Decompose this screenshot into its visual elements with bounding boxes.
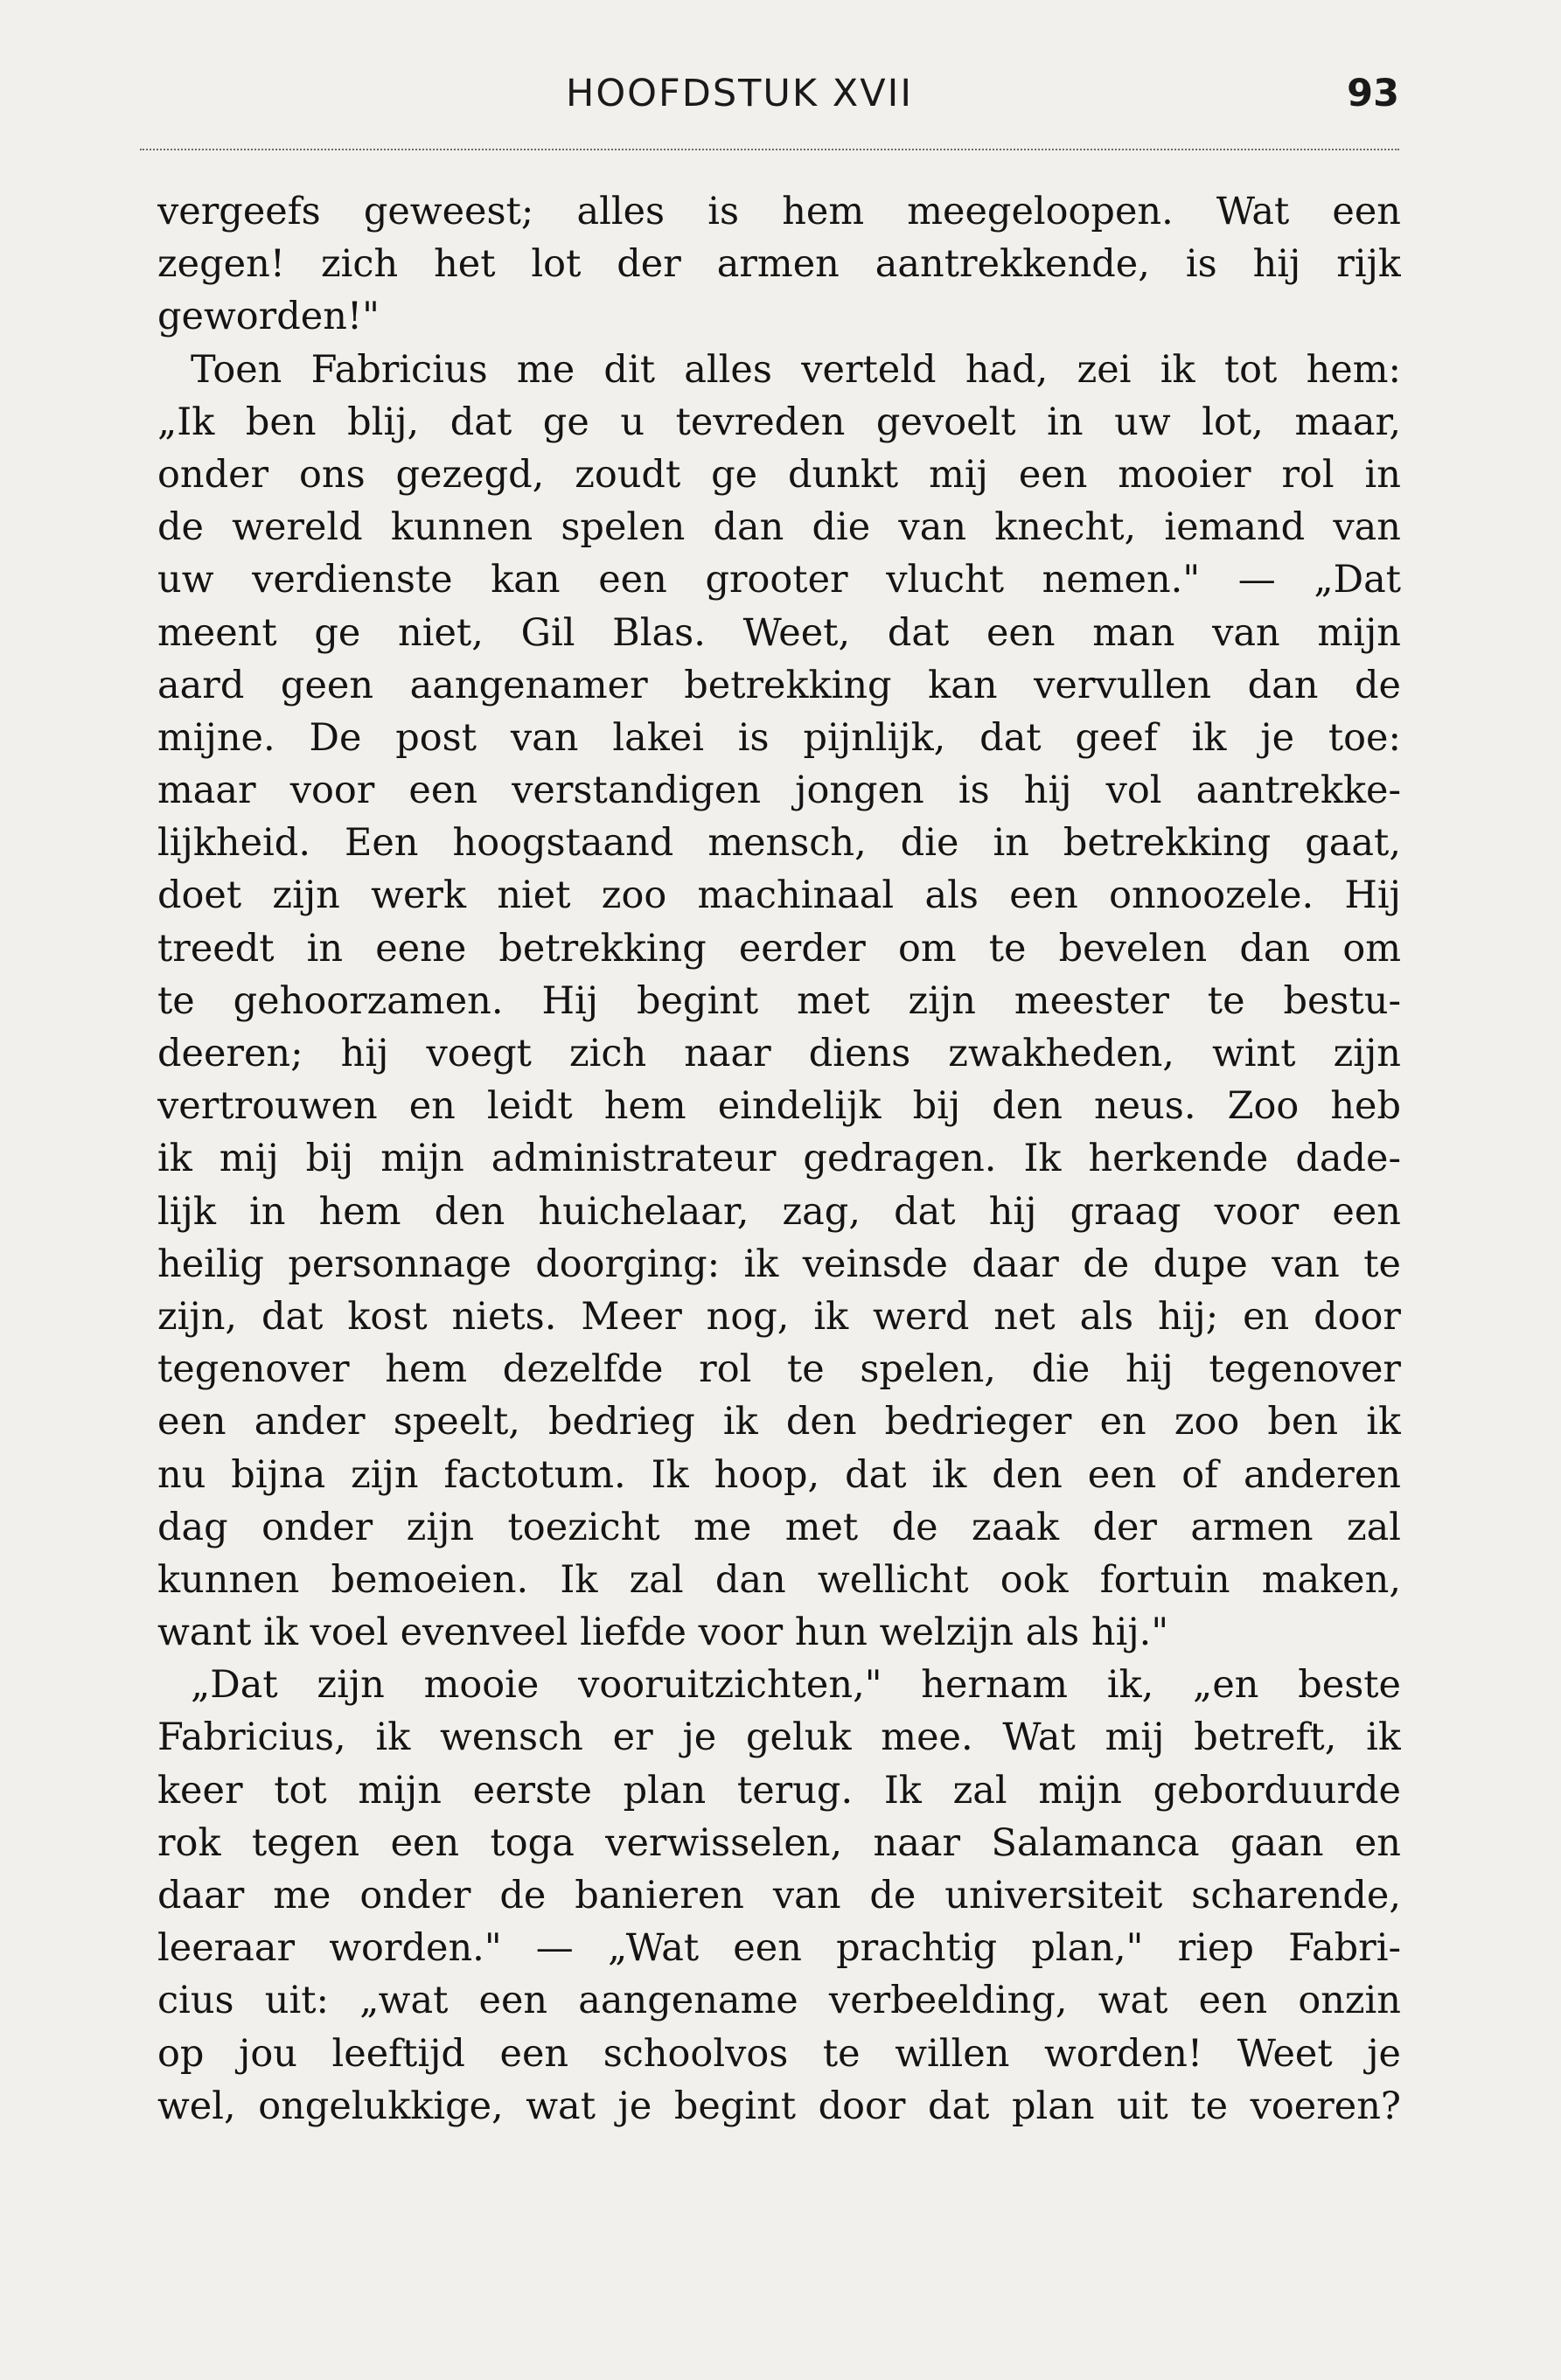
text-line: heilig personnage doorging: ik veinsde daar de dupe van te — [157, 1242, 1401, 1286]
text-line: maar voor een verstandigen jongen is hij vol aantrekke- — [157, 769, 1401, 813]
text-line: leeraar worden." — „Wat een prachtig plan," riep Fabri- — [157, 1926, 1401, 1971]
text-line: ik mij bij mijn administrateur gedragen. Ik herkende dade- — [157, 1137, 1401, 1181]
text-line: lijkheid. Een hoogstaand mensch, die in betrekking gaat, — [157, 821, 1401, 866]
text-line: uw verdienste kan een grooter vlucht nemen." — „Dat — [157, 558, 1401, 602]
text-line: nu bijna zijn factotum. Ik hoop, dat ik den een of anderen — [157, 1452, 1401, 1497]
running-header — [157, 72, 1399, 124]
text-line: mijne. De post van lakei is pijnlijk, dat geef ik je toe: — [157, 715, 1401, 760]
text-line: een ander speelt, bedrieg ik den bedrieger en zoo ben ik — [157, 1400, 1401, 1444]
text-line: meent ge niet, Gil Blas. Weet, dat een man van mijn — [157, 610, 1401, 655]
chapter-title: HOOFDSTUK XVII — [566, 72, 914, 115]
text-line: „Ik ben blij, dat ge u tevreden gevoelt in uw lot, maar, — [157, 400, 1401, 444]
text-line: zegen! zich het lot der armen aantrekkende, is hij rijk — [157, 242, 1401, 287]
text-line: lijk in hem den huichelaar, zag, dat hij graag voor een — [157, 1189, 1401, 1234]
text-line: tegenover hem dezelfde rol te spelen, die hij tegenover — [157, 1347, 1401, 1392]
text-line: kunnen bemoeien. Ik zal dan wellicht ook fortuin maken, — [157, 1557, 1401, 1602]
text-line: Toen Fabricius me dit alles verteld had, zei ik tot hem: — [191, 347, 1401, 392]
text-line: wel, ongelukkige, wat je begint door dat plan uit te voeren? — [157, 2084, 1401, 2128]
text-line: op jou leeftijd een schoolvos te willen worden! Weet je — [157, 2031, 1401, 2076]
text-line: de wereld kunnen spelen dan die van knecht, iemand van — [157, 505, 1401, 550]
text-line: rok tegen een toga verwisselen, naar Salamanca gaan en — [157, 1820, 1401, 1865]
text-line: vertrouwen en leidt hem eindelijk bij den neus. Zoo heb — [157, 1084, 1401, 1129]
text-line: zijn, dat kost niets. Meer nog, ik werd net als hij; en door — [157, 1294, 1401, 1339]
page-number: 93 — [1347, 72, 1399, 115]
text-line: „Dat zijn mooie vooruitzichten," hernam ik, „en beste — [191, 1663, 1401, 1708]
text-line: onder ons gezegd, zoudt ge dunkt mij een mooier rol in — [157, 452, 1401, 497]
text-line: te gehoorzamen. Hij begint met zijn meester te bestu- — [157, 978, 1401, 1023]
text-line: aard geen aangenamer betrekking kan vervullen dan de — [157, 663, 1401, 707]
text-line: deeren; hij voegt zich naar diens zwakheden, wint zijn — [157, 1032, 1401, 1075]
text-line: cius uit: „wat een aangename verbeelding, wat een onzin — [157, 1979, 1401, 2023]
body-text — [157, 185, 1401, 2133]
text-line: Fabricius, ik wensch er je geluk mee. Wat mij betreft, ik — [157, 1715, 1401, 1760]
text-line: geworden!" — [157, 295, 380, 339]
text-line: treedt in eene betrekking eerder om te bevelen dan om — [157, 926, 1401, 971]
text-line: doet zijn werk niet zoo machinaal als een onnoozele. Hij — [157, 873, 1401, 918]
text-line: daar me onder de banieren van de universiteit scharende, — [157, 1874, 1401, 1917]
header-rule — [140, 149, 1399, 150]
text-line: dag onder zijn toezicht me met de zaak der armen zal — [157, 1505, 1401, 1549]
text-line: keer tot mijn eerste plan terug. Ik zal mijn geborduurde — [157, 1768, 1401, 1813]
text-line: want ik voel evenveel liefde voor hun welzijn als hij." — [157, 1611, 1169, 1655]
text-line: vergeefs geweest; alles is hem meegeloopen. Wat een — [157, 190, 1401, 233]
